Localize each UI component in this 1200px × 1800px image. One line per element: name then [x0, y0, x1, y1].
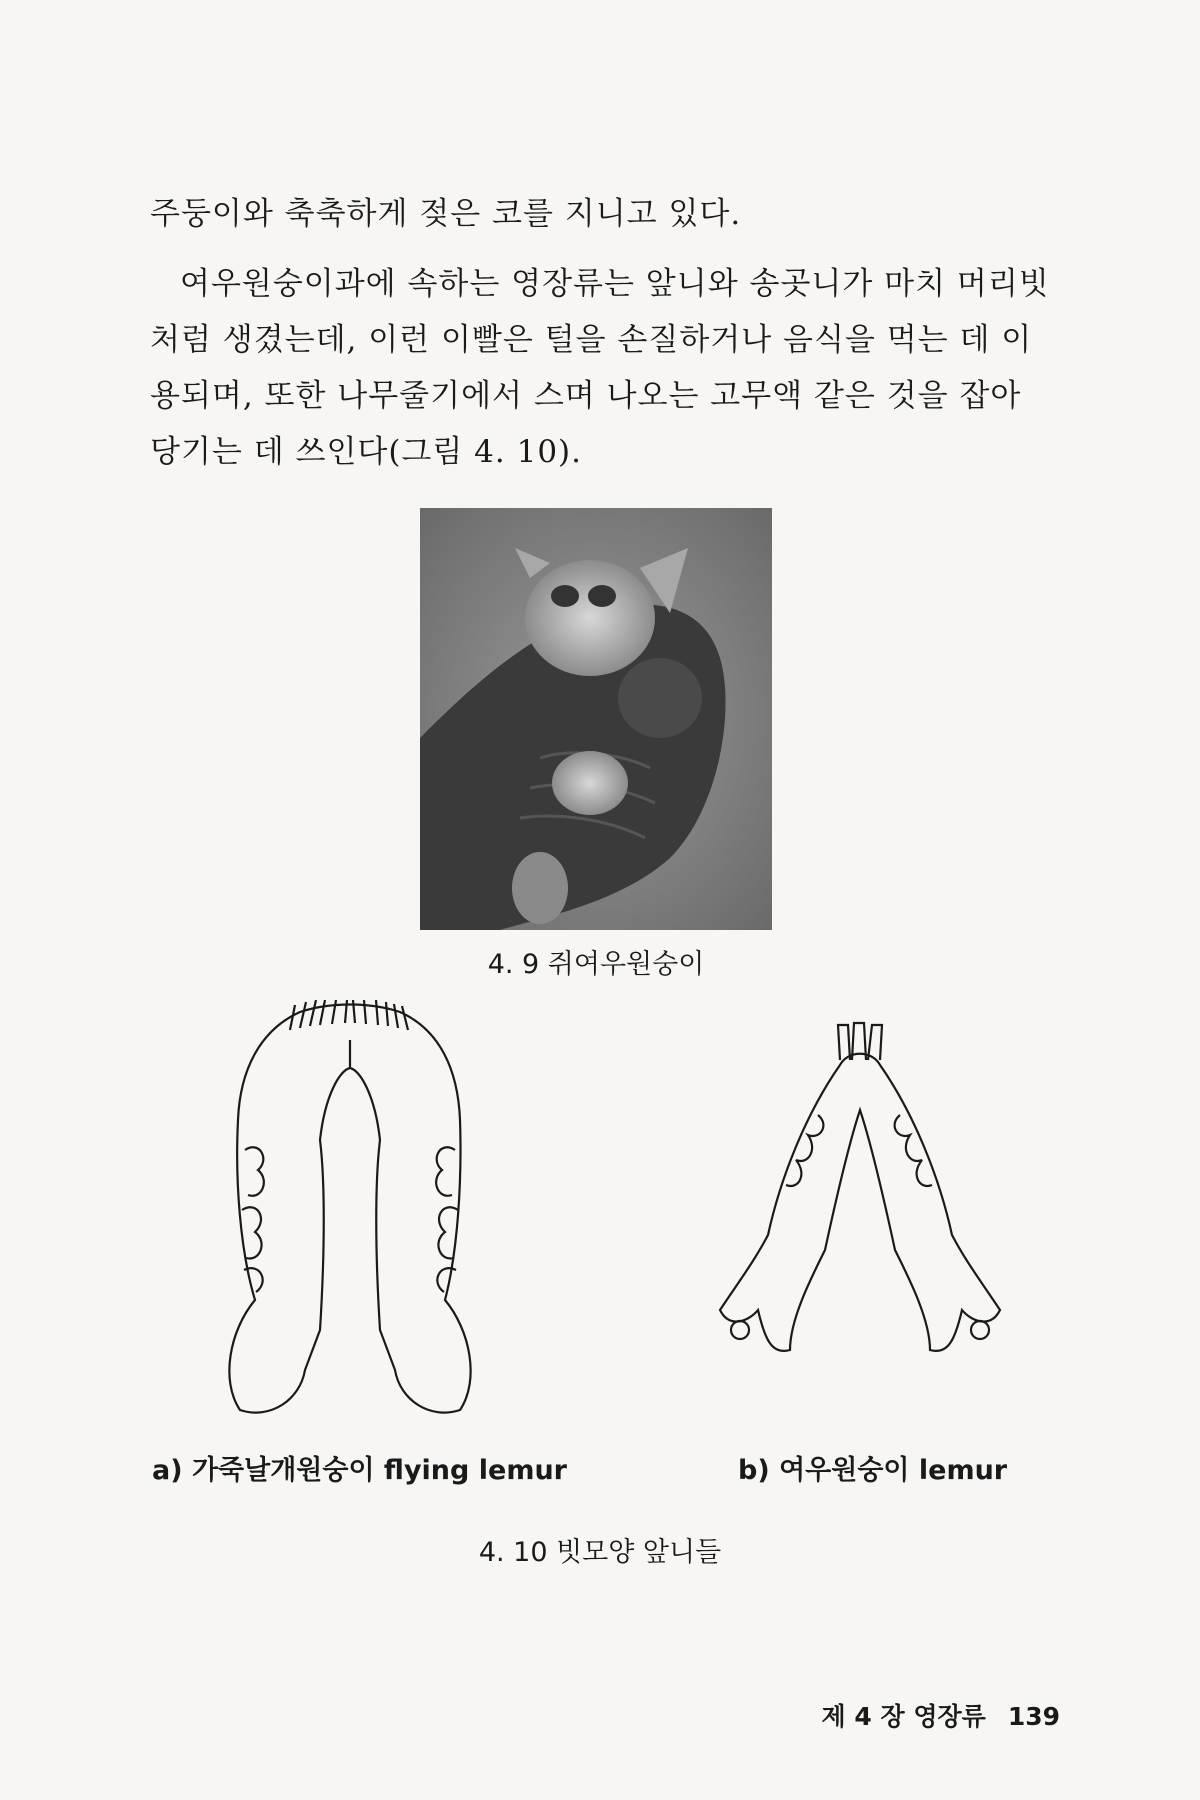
figure-4-10b-caption: b) 여우원숭이 lemur [738, 1455, 1008, 1486]
body-paragraph-2: 여우원숭이과에 속하는 영장류는 앞니와 송곳니가 마치 머리빗처럼 생겼는데, 이런 이빨은 털을 손질하거나 음식을 먹는 데 이용되며, 또한 나무줄기에서 스며 나오는 고무액 같은 것을 잡아당기는 데 쓰인다(그림 4. 10). [150, 266, 1050, 470]
running-footer [800, 1697, 1060, 1733]
mouse-lemur-photo [420, 508, 772, 930]
figure-4-10a-caption: a) 가죽날개원숭이 flying lemur [152, 1455, 567, 1486]
flying-lemur-jaw-drawing [200, 1000, 500, 1430]
figure-4-9-caption: 4. 9 쥐여우원숭이 [487, 949, 705, 980]
chapter-title: 제 4 장 영장류 [821, 1702, 986, 1731]
lemur-jaw-drawing [700, 1020, 1020, 1420]
figure-4-10-caption: 4. 10 빗모양 앞니들 [478, 1537, 722, 1568]
body-paragraph-1: 주둥이와 축축하게 젖은 코를 지니고 있다. [150, 196, 742, 232]
mouse-lemur-photo-image [420, 508, 772, 930]
page-number: 139 [1007, 1702, 1060, 1731]
